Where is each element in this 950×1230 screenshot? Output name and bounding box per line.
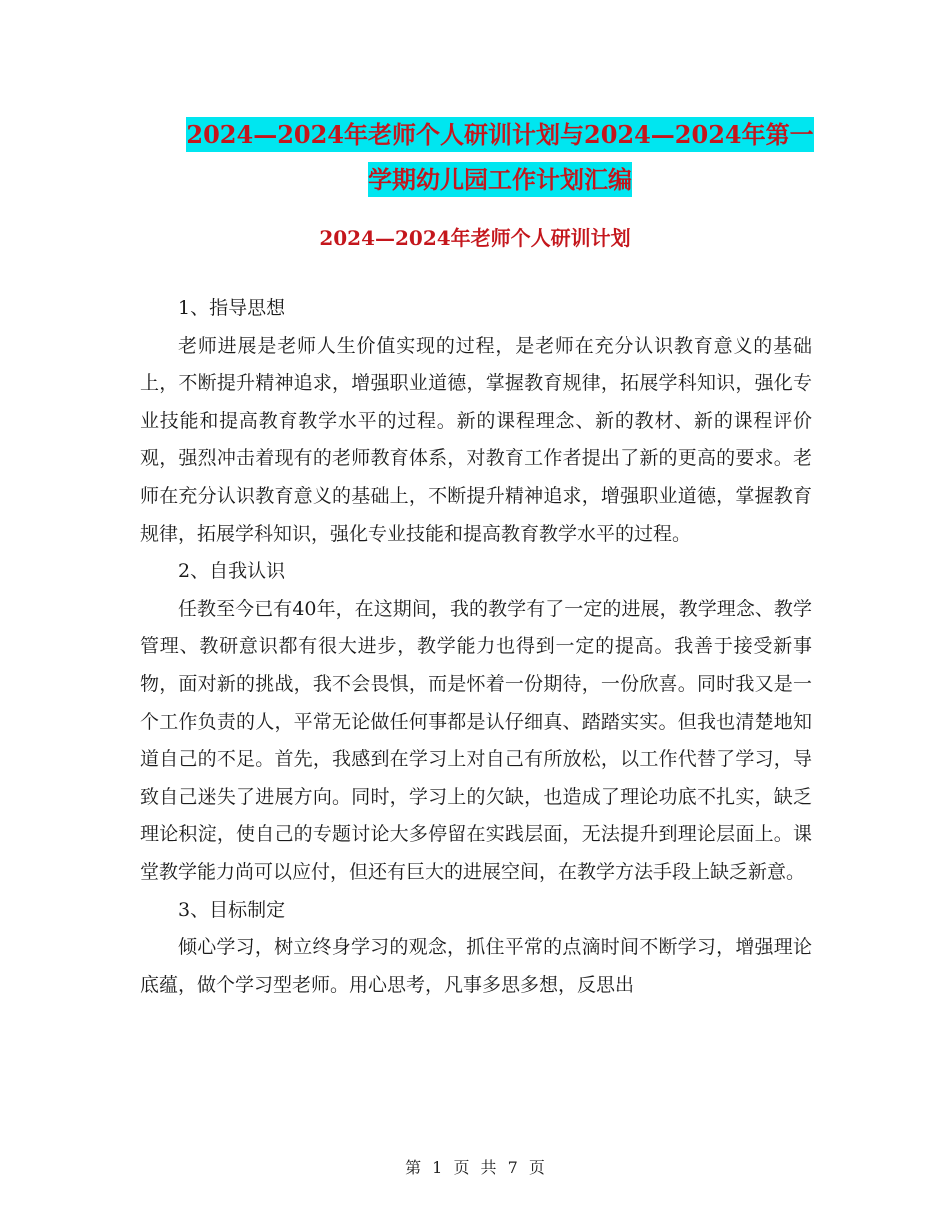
heading-guiding-ideology: 1、指导思想	[178, 297, 286, 319]
title-line-1: 2024—2024年老师个人研训计划与2024—2024年第一	[186, 117, 813, 152]
document-body	[140, 290, 812, 1004]
title-line-2: 学期幼儿园工作计划汇编	[368, 162, 632, 197]
paragraph-goal-setting: 倾心学习，树立终身学习的观念，抓住平常的点滴时间不断学习，增强理论底蕴，做个学习型老师。用心思考，凡事多思多想，反思出	[140, 936, 812, 996]
page-number-footer: 第 1 页 共 7 页	[405, 1158, 545, 1177]
heading-self-awareness: 2、自我认识	[178, 560, 286, 583]
section-title: 2024—2024年老师个人研训计划	[319, 226, 631, 250]
heading-goal-setting: 3、目标制定	[178, 898, 286, 921]
document-title	[120, 112, 880, 202]
paragraph-self-awareness: 任教至今已有40年，在这期间，我的教学有了一定的进展，教学理念、教学管理、教研意识都有很大进步，教学能力也得到一定的提高。我善于接受新事物，面对新的挑战，我不会畏惧，而是怀着一份期待，一份欣喜。同时我又是一个工作负责的人，平常无论做任何事都是认仔细真、踏踏实实。但我也清楚地知道自己的不足。首先，我感到在学习上对自己有所放松，以工作代替了学习，导致自己迷失了进展方向。同时，学习上的欠缺，也造成了理论功底不扎实，缺乏理论积淀，使自己的专题讨论大多停留在实践层面，无法提升到理论层面上。课堂教学能力尚可以应付，但还有巨大的进展空间，在教学方法手段上缺乏新意。	[140, 597, 812, 883]
paragraph-guiding-ideology: 老师进展是老师人生价值实现的过程，是老师在充分认识教育意义的基础上，不断提升精神追求，增强职业道德，掌握教育规律，拓展学科知识，强化专业技能和提高教育教学水平的过程。新的课程理念、新的教材、新的课程评价观，强烈冲击着现有的老师教育体系，对教育工作者提出了新的更高的要求。老师在充分认识教育意义的基础上，不断提升精神追求，增强职业道德，掌握教育规律，拓展学科知识，强化专业技能和提高教育教学水平的过程。	[140, 334, 812, 545]
